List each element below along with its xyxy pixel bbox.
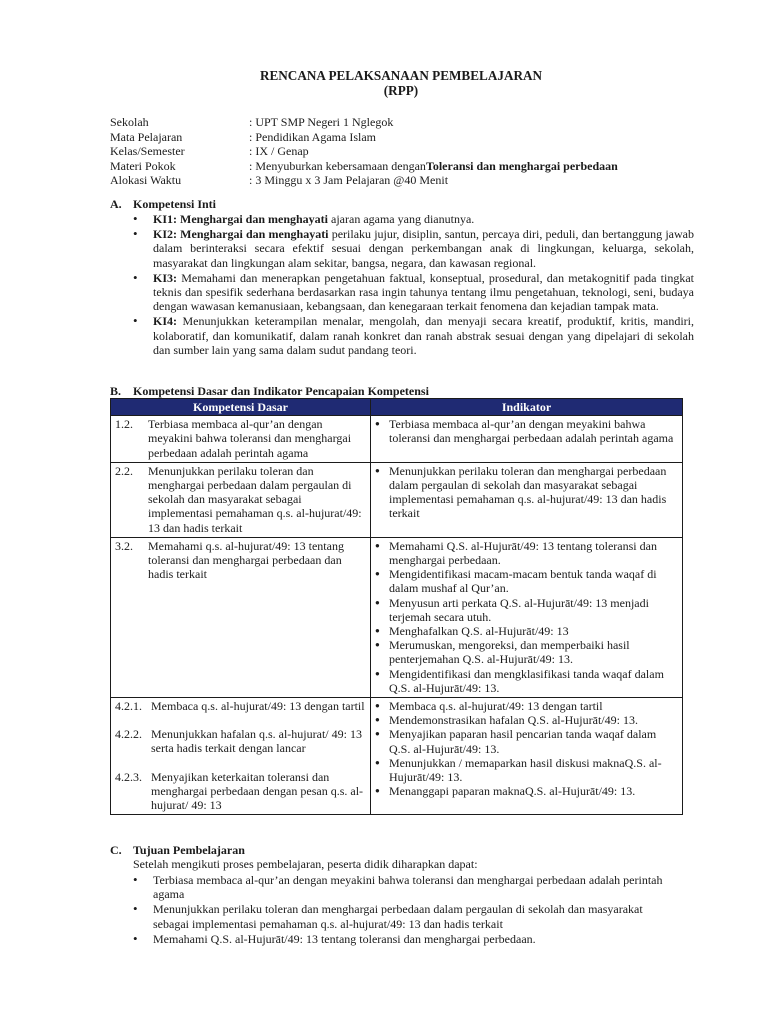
indicator-item: ● Merumuskan, mengoreksi, dan memperbaiki hasil penterjemahan Q.S. al-Hujurāt/49: 13.	[375, 638, 679, 666]
kd-text: Menunjukkan hafalan q.s. al-hujurat/ 49: 13 serta hadis terkait dengan lancar	[151, 727, 362, 756]
meta-label: Kelas/Semester	[110, 144, 185, 159]
section-c-intro: Setelah mengikuti proses pembelajaran, peserta didik diharapkan dapat:	[133, 857, 478, 871]
ki-text: Memahami dan menerapkan pengetahuan faktual, konseptual, prosedural, dan metakognitif pada tingkat teknis dan spesifik sederhana berdasarkan rasa ingin tahunya tentang ilmu pengetahuan, teknologi, seni, budaya dengan wawasan kemanusiaan, kebangsaan, dan kenegaraan terkait fenomena dan kejadian tampak mata.	[153, 270, 694, 314]
kd-text: Menunjukkan perilaku toleran dan menghargai perbedaan dalam pergaulan di sekolah dan masyarakat sebagai implementasi pemahaman q.s. al-hujurat/49: 13 dan hadis terkait	[148, 463, 362, 535]
indicator-item: ● Mengidentifikasi dan mengklasifikasi tanda waqaf dalam Q.S. al-Hujurāt/49: 13.	[375, 667, 679, 695]
table-row	[111, 416, 683, 463]
kd-text: Terbiasa membaca al-qur’an dengan meyakini bahwa toleransi dan menghargai perbedaan adalah perintah agama	[148, 417, 352, 460]
kd-number: 4.2.1.	[115, 699, 142, 714]
ki-text: perilaku jujur, disiplin, santun, percaya diri, peduli, dan bertanggung jawab dalam berinteraksi secara efektif sesuai dengan perkembangan anak di lingkungan, keluarga, sekolah, masyarakat dan lingkungan alam sekitar, bangsa, negara, dan kawasan regional.	[153, 227, 694, 270]
section-title: Kompetensi Dasar dan Indikator Pencapaian Kompetensi	[133, 384, 429, 398]
kd-cell	[111, 537, 371, 697]
kd-item	[115, 699, 367, 713]
meta-row	[110, 115, 618, 130]
spacer	[115, 713, 367, 727]
meta-value-text: : Menyuburkan kebersamaan dengan	[249, 158, 426, 173]
indicator-item: ● Memahami Q.S. al-Hujurāt/49: 13 tentang toleransi dan menghargai perbedaan.	[375, 539, 679, 567]
indicator-item: ● Mengidentifikasi macam-macam bentuk tanda waqaf di dalam mushaf al Qur’an.	[375, 567, 679, 595]
section-a-heading	[110, 197, 216, 211]
indicator-item: ● Menanggapi paparan maknaQ.S. al-Hujurāt/49: 13.	[375, 784, 679, 798]
meta-value: : UPT SMP Negeri 1 Nglegok	[249, 115, 394, 129]
list-item: • Menunjukkan perilaku toleran dan menghargai perbedaan dalam pergaulan di sekolah dan masyarakat sebagai implementasi pemahaman q.s. al-hujurat/49: 13 dan hadis terkait	[133, 902, 681, 930]
indicator-item: ● Menunjukkan perilaku toleran dan menghargai perbedaan dalam pergaulan di sekolah dan masyarakat sebagai implementasi pemahaman q.s. al-hujurat/49: 13 dan hadis terkait	[375, 464, 679, 521]
kd-text: Menyajikan keterkaitan toleransi dan menghargai perbedaan dengan pesan q.s. al-hujurat/ 49: 13	[151, 769, 364, 813]
identity-block	[110, 115, 618, 188]
indicator-cell	[371, 698, 683, 815]
meta-label: Mata Pelajaran	[110, 129, 183, 144]
spacer	[115, 756, 367, 770]
kd-item	[115, 727, 367, 755]
ki-label: KI4:	[153, 314, 177, 329]
kd-cell	[111, 698, 371, 815]
ki-bold: Menghargai dan menghayati	[180, 212, 329, 226]
indicator-item: ● Mendemonstrasikan hafalan Q.S. al-Hujurāt/49: 13.	[375, 713, 679, 727]
kd-item	[115, 417, 367, 460]
meta-value: : Pendidikan Agama Islam	[249, 129, 376, 144]
kd-item	[115, 770, 367, 813]
kd-cell	[111, 462, 371, 537]
indicator-cell	[371, 416, 683, 463]
list-item	[133, 227, 694, 270]
kd-number: 1.2.	[115, 417, 133, 432]
list-item	[133, 212, 694, 226]
meta-value: : IX / Genap	[249, 144, 309, 159]
kd-text: Memahami q.s. al-hujurat/49: 13 tentang toleransi dan menghargai perbedaan dan hadis terkait	[148, 538, 344, 582]
table-row	[111, 462, 683, 537]
section-c-heading	[110, 843, 245, 857]
meta-row	[110, 159, 618, 174]
section-letter: A.	[110, 197, 122, 211]
ki-label: KI3:	[153, 270, 177, 285]
ki-text: Menunjukkan keterampilan menalar, mengolah, dan menyaji secara kreatif, produktif, kritis, mandiri, kolaboratif, dan komunikatif, dalam ranah konkret dan ranah abstrak sesuai dengan yang dipelajari di sekolah dan sumber lain yang sama dalam sudut pandang teori.	[153, 314, 694, 357]
ki-text: ajaran agama yang dianutnya.	[328, 212, 475, 226]
ki-label: KI2:	[153, 227, 177, 242]
meta-label: Alokasi Waktu	[110, 173, 182, 188]
list-item	[133, 271, 694, 314]
meta-row	[110, 130, 618, 145]
meta-value-bold: Toleransi dan menghargai perbedaan	[425, 158, 618, 173]
indicator-item: ● Menghafalkan Q.S. al-Hujurāt/49: 13	[375, 624, 679, 638]
indicator-cell	[371, 462, 683, 537]
competency-table	[110, 398, 683, 815]
ki-bold: Menghargai dan menghayati	[180, 227, 329, 242]
indicator-item: ● Menyajikan paparan hasil pencarian tanda waqaf dalam Q.S. al-Hujurāt/49: 13.	[375, 727, 679, 755]
kd-cell	[111, 416, 371, 463]
section-letter: B.	[110, 384, 122, 398]
kd-item	[115, 464, 367, 535]
section-title: Kompetensi Inti	[133, 197, 217, 211]
table-row	[111, 698, 683, 815]
doc-title: RENCANA PELAKSANAAN PEMBELAJARAN	[259, 68, 543, 83]
indicator-item: ● Membaca q.s. al-hujurat/49: 13 dengan tartil	[375, 699, 679, 713]
indicator-item: ● Terbiasa membaca al-qur’an dengan meyakini bahwa toleransi dan menghargai perbedaan adalah perintah agama	[375, 417, 679, 445]
meta-value: : 3 Minggu x 3 Jam Pelajaran @40 Menit	[249, 173, 449, 188]
kd-number: 4.2.3.	[115, 769, 142, 784]
kd-text: Membaca q.s. al-hujurat/49: 13 dengan tartil	[151, 699, 365, 714]
meta-label: Sekolah	[110, 115, 149, 129]
indicator-item: ● Menyusun arti perkata Q.S. al-Hujurāt/49: 13 menjadi terjemah secara utuh.	[375, 596, 679, 624]
meta-label: Materi Pokok	[110, 158, 176, 173]
list-item	[133, 314, 694, 357]
meta-row	[110, 173, 618, 188]
ki-label: KI1:	[153, 212, 177, 226]
table-row	[111, 537, 683, 697]
kd-item	[115, 539, 367, 582]
meta-value	[249, 159, 618, 174]
indicator-cell	[371, 537, 683, 697]
list-item: • Terbiasa membaca al-qur’an dengan meyakini bahwa toleransi dan menghargai perbedaan adalah perintah agama	[133, 873, 681, 901]
kd-number: 2.2.	[115, 463, 133, 478]
column-header-kd: Kompetensi Dasar	[111, 399, 371, 416]
indicator-item: ● Menunjukkan / memaparkan hasil diskusi maknaQ.S. al-Hujurāt/49: 13.	[375, 756, 679, 784]
section-b-heading	[110, 384, 429, 398]
kd-number: 3.2.	[115, 538, 133, 553]
section-letter: C.	[110, 843, 122, 857]
table-header-row	[111, 399, 683, 416]
meta-row	[110, 144, 618, 159]
doc-subtitle: (RPP)	[383, 83, 419, 98]
kd-number: 4.2.2.	[115, 727, 142, 742]
list-item: • Memahami Q.S. al-Hujurāt/49: 13 tentang toleransi dan menghargai perbedaan.	[133, 932, 681, 946]
section-title: Tujuan Pembelajaran	[133, 843, 245, 857]
ki-list	[133, 212, 694, 358]
column-header-indikator: Indikator	[371, 399, 683, 416]
objectives-list	[133, 873, 681, 947]
